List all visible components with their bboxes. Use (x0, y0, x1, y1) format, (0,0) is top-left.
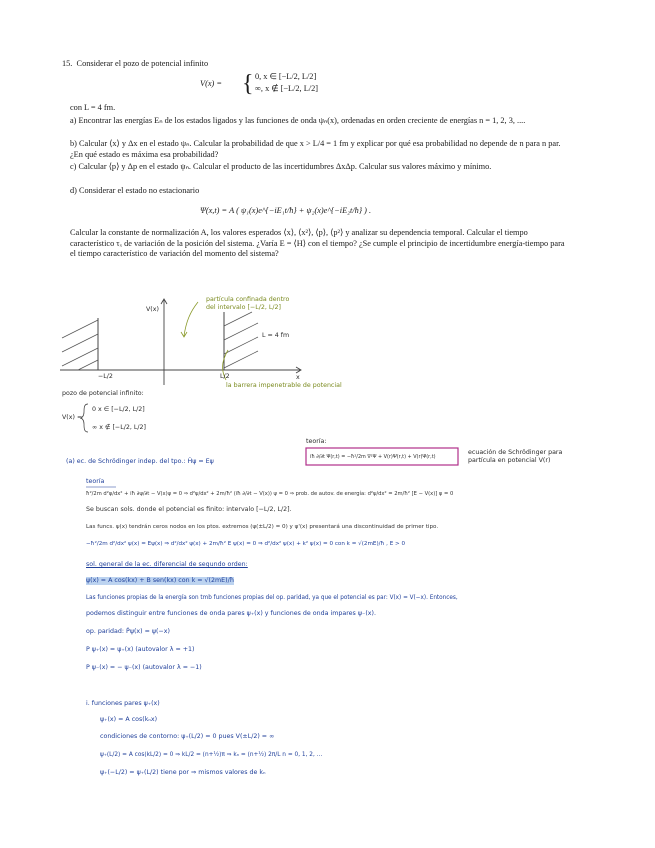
note-line-9: op. paridad: P̂ψ(x) = ψ(−x) (86, 628, 170, 635)
sketch-xlabel: x (296, 374, 300, 381)
problem-intro: Considerar el pozo de potencial infinito (76, 59, 209, 68)
potential-lhs: V(x) = (200, 79, 222, 88)
sketch-v-case2: ∞ x ∉ [−L/2, L/2] (92, 424, 146, 431)
case-inside: 0, x ∈ [−L/2, L/2] (255, 72, 317, 81)
part-b-text: b) Calcular ⟨x⟩ y Δx en el estado ψₙ. Calcular la probabilidad de que x > L/4 = 1 fm y explicar por qué esa probabilidad no depende de n para n par. ¿En qué estado es máxima esa probabilidad? (70, 139, 561, 159)
part-c-text: c) Calcular ⟨p⟩ y Δp en el estado ψₙ. Calcular el producto de las incertidumbres ΔxΔp. Calcular sus valores máximo y mínimo. (70, 162, 492, 171)
sketch-caption: pozo de potencial infinito: (62, 390, 144, 397)
sketch-note-1: partícula confinada dentro (206, 296, 290, 303)
note-line-2: Se buscan sols. donde el potencial es finito: intervalo [−L/2, L/2]. (86, 506, 292, 513)
note-line-8: podemos distinguir entre funciones de onda pares ψ₊(x) y funciones de onda impares ψ₋(x). (86, 610, 376, 617)
theory-label: teoría: (306, 438, 327, 445)
brace: { (242, 71, 254, 97)
psi-equation: Ψ(x,t) = A ( ψ₁(x)e^{−iE₁t/ħ} + ψ₂(x)e^{−iE₂t/ħ} ) . (200, 206, 372, 215)
note-line-3: Las funcs. ψ(x) tendrán ceros nodos en los ptos. extremos (ψ(±L/2) = 0) y ψ'(x) presentará una discontinuidad de primer tipo. (86, 524, 439, 530)
case-outside: ∞, x ∉ [−L/2, L/2] (255, 84, 318, 93)
note-line-12: i. funciones pares ψ₊(x) (86, 700, 160, 707)
part-a-text: a) Encontrar las energías Eₙ de los estados ligados y las funciones de onda ψₙ(x), ordenadas en orden creciente de energías n = 1, 2, 3, .... (70, 116, 526, 125)
note-line-5: sol. general de la ec. diferencial de segundo orden: (86, 561, 248, 568)
theory-box-note-2: partícula en potencial V(r) (468, 457, 551, 464)
note-line-15: ψ₊(L/2) = A cos(kL/2) = 0 ⇒ kL/2 = (n+½)π ⇒ kₙ = (n+½) 2π/L n = 0, 1, 2, ... (100, 752, 323, 758)
part-d-questions: Calcular la constante de normalización A, los valores esperados ⟨x⟩, ⟨x²⟩, ⟨p⟩, ⟨p²⟩ y analizar su dependencia temporal. Calcular el tiempo característico τₓ de variación de la posición del sistema. ¿Varía E = ⟨H⟩ con el tiempo? ¿Se cumple el principio de incertidumbre energía-tiempo para el tiempo característico de variación del momento del sistema? (70, 228, 565, 258)
theory-box-note-1: ecuación de Schrödinger para (468, 449, 563, 456)
note-line-4: −ħ²/2m d²/dx² ψ(x) = Eψ(x) ⇒ d²/dx² ψ(x) + 2m/ħ² E ψ(x) = 0 ⇒ d²/dx² ψ(x) + k² ψ(x) = 0 con k = √(2mE)/ħ , E > 0 (86, 541, 406, 547)
sketch-barrier-note: la barrera impenetrable de potencial (226, 382, 342, 389)
part-a-heading: (a) ec. de Schrödinger indep. del tpo.: Ĥψ = Eψ (66, 458, 214, 465)
note-arrow (184, 302, 198, 336)
given-length: con L = 4 fm. (70, 103, 116, 112)
part-d-text: d) Considerar el estado no estacionario (70, 186, 200, 195)
sketch-v-lhs: V(x) = (62, 414, 83, 421)
sketch-v-case1: 0 x ∈ [−L/2, L/2] (92, 406, 145, 413)
note-line-7: Las funciones propias de la energía son tmb funciones propias del op. paridad, ya que el potencial es par: V(x) = V(−x). Entonces, (86, 595, 458, 601)
sketch-right-tick: L/2 (220, 373, 230, 380)
sketch-left-tick: −L/2 (98, 373, 113, 380)
note-line-1: ħ²/2m d²ψ/dx² + iħ ∂ψ/∂t − V(x)ψ = 0 ⇒ d²ψ/dx² + 2m/ħ² (iħ ∂/∂t − V(x)) ψ = 0 ⇒ prob. de autov. de energía: d²ψ/dx² = 2m/ħ² [E − V(x)] ψ = 0 (86, 491, 454, 497)
theory-box-eq: iħ ∂/∂t Ψ(r,t) = −ħ²/2m ∇²Ψ + V(r)Ψ(r,t) + V(r)Ψ(r,t) (310, 454, 436, 460)
note-line-13: ψ₊(x) = A cos(kₙx) (100, 716, 158, 723)
note-line-14: condiciones de contorno: ψ₊(L/2) = 0 pues V(±L/2) = ∞ (100, 733, 275, 740)
sketch-length: L = 4 fm (262, 332, 290, 339)
sketch-note-2: del intervalo [−L/2, L/2] (206, 304, 281, 311)
theory-2-label: teoría (86, 478, 105, 485)
note-line-16: ψ₊(−L/2) = ψ₊(L/2) tiene por ⇒ mismos valores de kₙ (100, 769, 266, 776)
note-line-11: P ψ₋(x) = − ψ₋(x) (autovalor λ = −1) (86, 664, 202, 671)
note-line-10: P ψ₊(x) = ψ₊(x) (autovalor λ = +1) (86, 646, 195, 653)
note-line-6: ψ(x) = A cos(kx) + B sen(kx) con k = √(2mE)/ħ (86, 577, 235, 584)
sketch-vlabel: V(x) (146, 306, 159, 313)
problem-number: 15. (62, 59, 73, 68)
